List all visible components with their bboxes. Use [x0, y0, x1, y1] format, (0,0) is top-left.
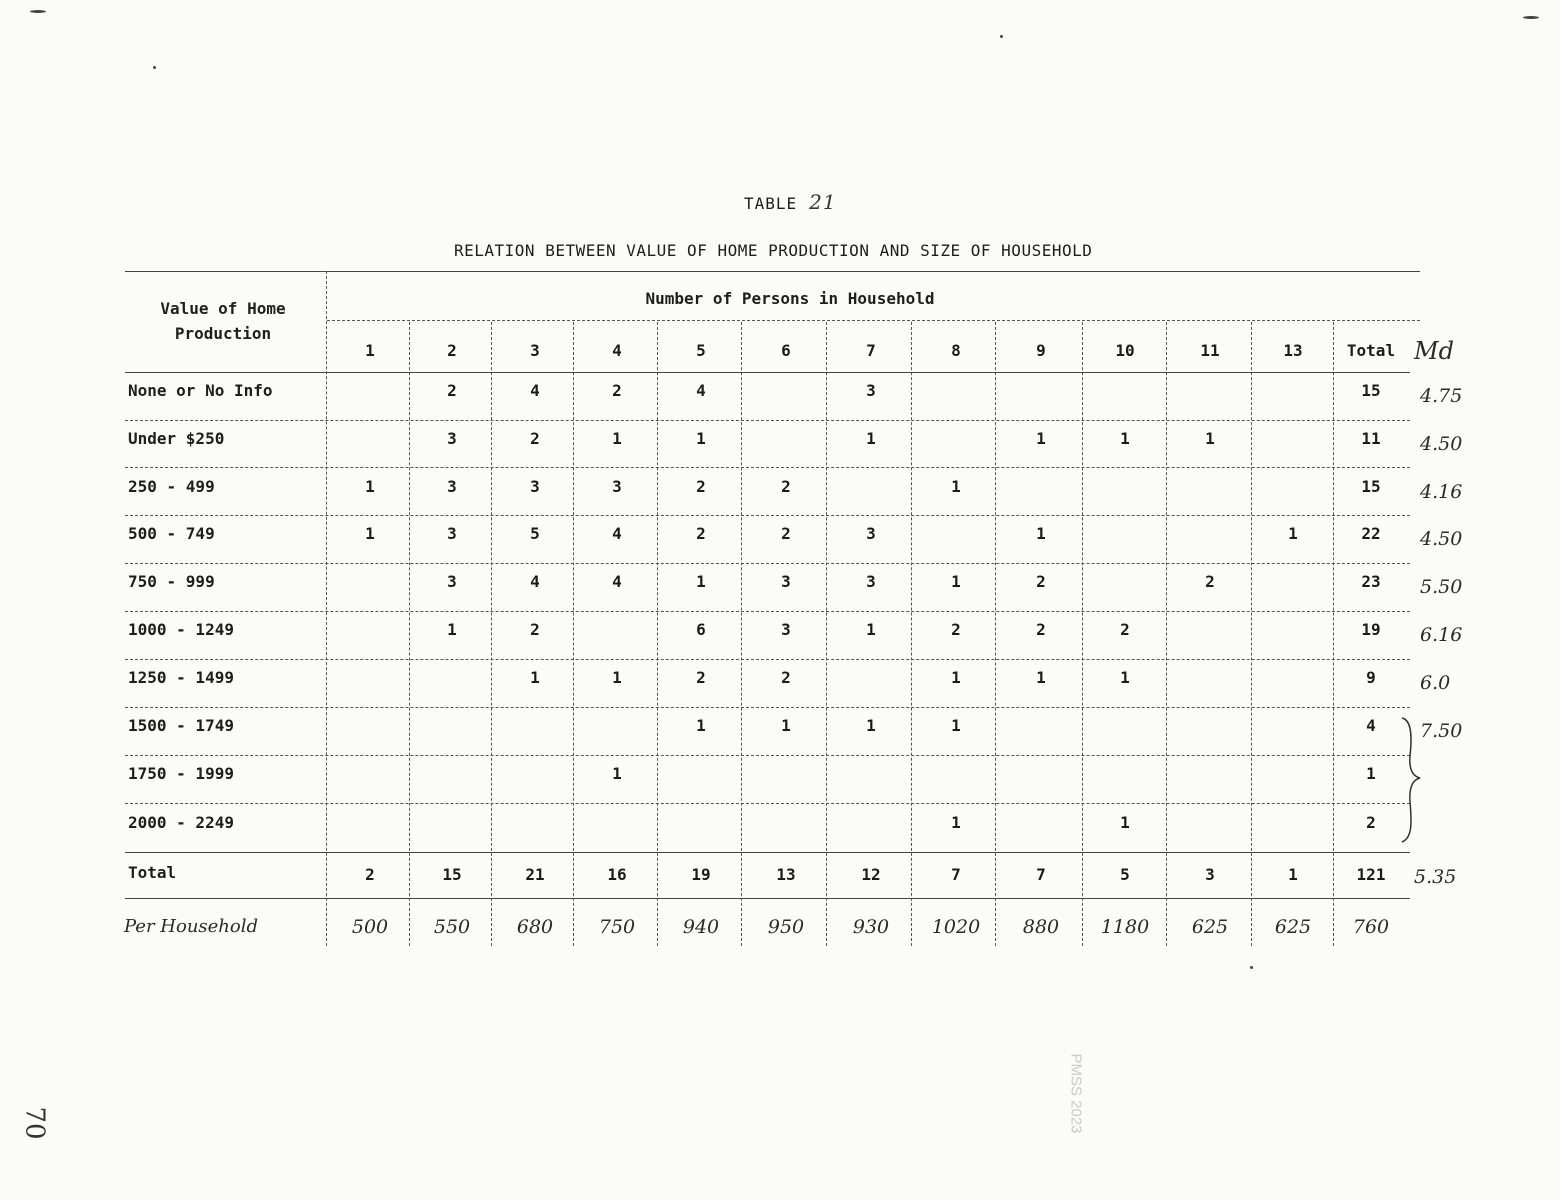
column-rule [409, 322, 410, 946]
table-cell: 4 [696, 381, 706, 400]
table-cell: 4 [612, 572, 622, 591]
table-cell: 2 [696, 524, 706, 543]
total-cell: 12 [861, 865, 881, 884]
total-cell: 3 [1205, 865, 1215, 884]
column-rule [911, 322, 912, 946]
md-header-handwritten: Md [1414, 337, 1454, 365]
row-rule [125, 659, 1410, 660]
total-cell: 1 [1288, 865, 1298, 884]
total-cell: 2 [365, 865, 375, 884]
table-cell: 1 [447, 620, 457, 639]
row-label: 2000 - 2249 [128, 813, 234, 832]
scan-speck [153, 66, 156, 69]
table-cell: 2 [696, 477, 706, 496]
total-cell: 21 [525, 865, 545, 884]
column-header: 5 [696, 341, 706, 360]
row-rule [125, 611, 1410, 612]
row-rule [125, 707, 1410, 708]
table-cell: 1 [866, 716, 876, 735]
table-cell: 1 [696, 572, 706, 591]
column-rule [1082, 322, 1083, 946]
row-label: 1500 - 1749 [128, 716, 234, 735]
table-cell: 1 [866, 620, 876, 639]
row-total-cell: 1 [1366, 764, 1376, 783]
page-number-handwritten: 70 [19, 1106, 50, 1140]
per-household-value-handwritten: 760 [1352, 916, 1390, 938]
table-cell: 1 [612, 668, 622, 687]
column-header: 7 [866, 341, 876, 360]
table-cell: 2 [447, 381, 457, 400]
row-label: 250 - 499 [128, 477, 215, 496]
table-cell: 4 [530, 381, 540, 400]
table-cell: 3 [866, 572, 876, 591]
table-cell: 2 [1036, 620, 1046, 639]
scan-speck [30, 10, 46, 13]
md-value-handwritten: 4.50 [1420, 528, 1463, 550]
table-cell: 2 [781, 668, 791, 687]
table-cell: 3 [866, 524, 876, 543]
row-rule [125, 515, 1410, 516]
table-cell: 1 [365, 524, 375, 543]
table-cell: 3 [447, 429, 457, 448]
row-total-cell: 15 [1361, 477, 1381, 496]
table-cell: 3 [447, 477, 457, 496]
total-cell: 16 [607, 865, 627, 884]
column-rule [1251, 322, 1252, 946]
per-household-value-handwritten: 550 [433, 916, 471, 938]
column-header: 4 [612, 341, 622, 360]
column-header: 10 [1115, 341, 1135, 360]
column-rule [741, 322, 742, 946]
row-total-cell: 11 [1361, 429, 1381, 448]
column-rule [657, 322, 658, 946]
row-label: 1000 - 1249 [128, 620, 234, 639]
per-household-value-handwritten: 625 [1274, 916, 1312, 938]
column-header: 9 [1036, 341, 1046, 360]
row-total-cell: 4 [1366, 716, 1376, 735]
scan-speck [1000, 35, 1003, 38]
stub-header-line-1: Value of Home [160, 299, 286, 318]
column-rule [1166, 322, 1167, 946]
stub-header-line-2: Production [174, 324, 272, 343]
row-label: 1250 - 1499 [128, 668, 234, 687]
table-cell: 1 [1120, 813, 1130, 832]
table-cell: 3 [866, 381, 876, 400]
column-rule [826, 322, 827, 946]
table-number-handwritten: 21 [809, 190, 837, 214]
column-header: 2 [447, 341, 457, 360]
grand-total-cell: 121 [1356, 865, 1386, 884]
table-cell: 2 [781, 524, 791, 543]
total-cell: 7 [1036, 865, 1046, 884]
scan-speck [1250, 966, 1253, 969]
table-cell: 2 [1205, 572, 1215, 591]
table-cell: 1 [1036, 429, 1046, 448]
table-cell: 3 [612, 477, 622, 496]
table-cell: 3 [530, 477, 540, 496]
table-cell: 1 [951, 668, 961, 687]
column-header: 11 [1200, 341, 1220, 360]
table-cell: 3 [781, 572, 791, 591]
md-value-handwritten: 7.50 [1420, 720, 1463, 742]
archive-stamp: PMSS 2023 [1067, 1053, 1085, 1134]
total-cell: 13 [776, 865, 796, 884]
total-cell: 19 [691, 865, 711, 884]
per-household-label-handwritten: Per Household [124, 916, 259, 937]
table-cell: 4 [530, 572, 540, 591]
table-cell: 1 [1036, 668, 1046, 687]
per-household-value-handwritten: 880 [1022, 916, 1060, 938]
table-cell: 1 [365, 477, 375, 496]
table-cell: 1 [1205, 429, 1215, 448]
table-cell: 1 [951, 477, 961, 496]
header-bottom-rule [125, 372, 1410, 373]
table-cell: 1 [1120, 429, 1130, 448]
per-household-value-handwritten: 625 [1191, 916, 1229, 938]
total-row-label: Total [128, 863, 177, 882]
column-rule [326, 271, 327, 946]
table-number [744, 190, 837, 214]
row-total-cell: 2 [1366, 813, 1376, 832]
total-md-handwritten: 5.35 [1414, 866, 1457, 888]
row-label: 1750 - 1999 [128, 764, 234, 783]
per-household-value-handwritten: 930 [852, 916, 890, 938]
table-cell: 5 [530, 524, 540, 543]
table-cell: 1 [696, 429, 706, 448]
column-header: 13 [1283, 341, 1303, 360]
column-header: 8 [951, 341, 961, 360]
table-cell: 2 [696, 668, 706, 687]
row-total-cell: 19 [1361, 620, 1381, 639]
md-value-handwritten: 4.16 [1420, 481, 1463, 503]
table-cell: 2 [951, 620, 961, 639]
table-cell: 2 [612, 381, 622, 400]
table-cell: 4 [612, 524, 622, 543]
md-value-handwritten: 5.50 [1420, 576, 1463, 598]
md-value-handwritten: 6.0 [1420, 672, 1451, 694]
table-cell: 2 [530, 620, 540, 639]
table-title: RELATION BETWEEN VALUE OF HOME PRODUCTION AND SIZE OF HOUSEHOLD [454, 241, 1093, 260]
per-household-value-handwritten: 750 [598, 916, 636, 938]
column-header: 1 [365, 341, 375, 360]
table-cell: 3 [781, 620, 791, 639]
table-cell: 1 [1288, 524, 1298, 543]
table-cell: 1 [696, 716, 706, 735]
row-label: 500 - 749 [128, 524, 215, 543]
total-cell: 7 [951, 865, 961, 884]
total-cell: 5 [1120, 865, 1130, 884]
table-cell: 3 [447, 524, 457, 543]
table-cell: 1 [1036, 524, 1046, 543]
row-rule [125, 803, 1410, 804]
table-cell: 1 [781, 716, 791, 735]
per-household-value-handwritten: 500 [351, 916, 389, 938]
md-value-handwritten: 6.16 [1420, 624, 1463, 646]
md-value-handwritten: 4.75 [1420, 385, 1463, 407]
column-header: 6 [781, 341, 791, 360]
row-label: 750 - 999 [128, 572, 215, 591]
row-rule [125, 563, 1410, 564]
per-household-value-handwritten: 950 [767, 916, 805, 938]
table-cell: 1 [951, 813, 961, 832]
row-total-cell: 23 [1361, 572, 1381, 591]
row-rule [125, 755, 1410, 756]
table-cell: 2 [1036, 572, 1046, 591]
row-label: None or No Info [128, 381, 273, 400]
table-cell: 1 [951, 572, 961, 591]
table-cell: 2 [781, 477, 791, 496]
spanner-header: Number of Persons in Household [645, 289, 935, 308]
table-cell: 6 [696, 620, 706, 639]
row-total-cell: 9 [1366, 668, 1376, 687]
handwritten-brace [1398, 716, 1424, 844]
row-rule [125, 467, 1410, 468]
table-cell: 2 [530, 429, 540, 448]
per-household-value-handwritten: 1180 [1100, 916, 1150, 938]
spanner-rule [327, 320, 1420, 321]
per-household-value-handwritten: 1020 [931, 916, 981, 938]
table-top-rule [125, 271, 1420, 272]
row-rule [125, 420, 1410, 421]
table-cell: 1 [612, 429, 622, 448]
table-cell: 1 [1120, 668, 1130, 687]
row-total-cell: 22 [1361, 524, 1381, 543]
per-household-value-handwritten: 680 [516, 916, 554, 938]
column-header-total: Total [1346, 341, 1396, 360]
row-total-cell: 15 [1361, 381, 1381, 400]
total-cell: 15 [442, 865, 462, 884]
table-cell: 1 [866, 429, 876, 448]
table-cell: 1 [530, 668, 540, 687]
stub-header [128, 296, 318, 346]
table-cell: 1 [612, 764, 622, 783]
table-bottom-rule [125, 898, 1410, 899]
per-household-value-handwritten: 940 [682, 916, 720, 938]
total-top-rule [125, 852, 1410, 853]
table-cell: 1 [951, 716, 961, 735]
table-cell: 2 [1120, 620, 1130, 639]
table-cell: 3 [447, 572, 457, 591]
row-label: Under $250 [128, 429, 225, 448]
table-number-label: TABLE [744, 194, 798, 213]
md-value-handwritten: 4.50 [1420, 433, 1463, 455]
scan-speck [1523, 16, 1539, 19]
column-header: 3 [530, 341, 540, 360]
